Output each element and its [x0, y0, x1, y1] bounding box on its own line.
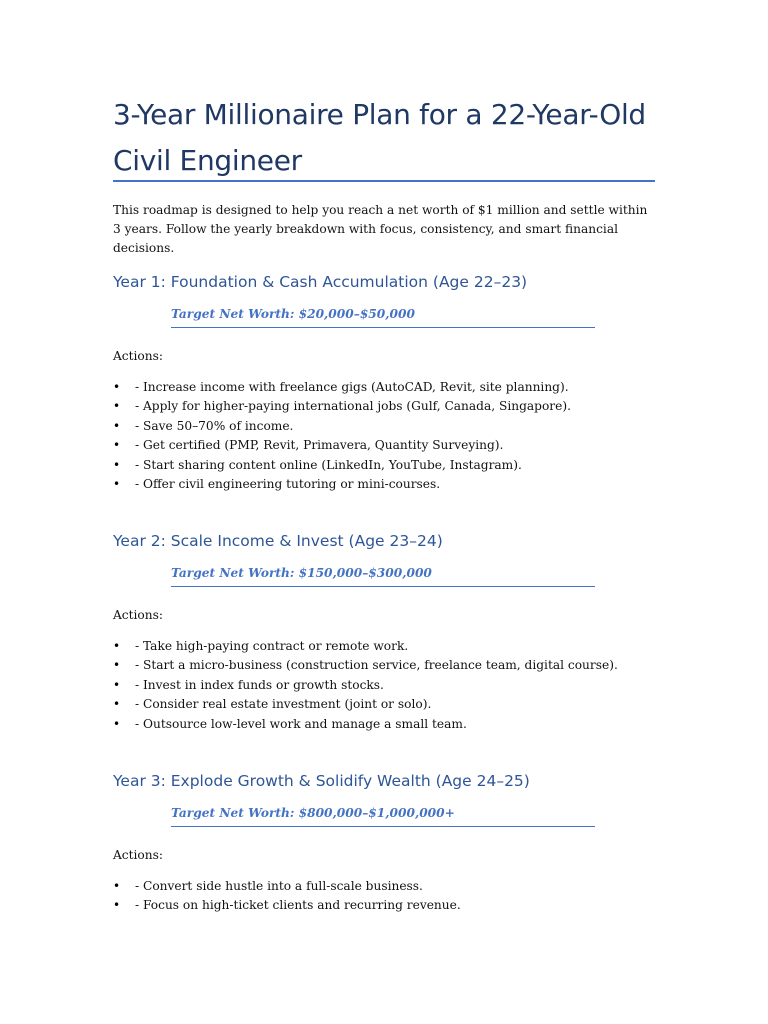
list-item [113, 695, 618, 714]
bullet-icon: • [113, 879, 121, 893]
actions-list [113, 637, 618, 734]
list-item-text: - Start a micro-business (construction service, freelance team, digital course). [135, 658, 618, 673]
intro-paragraph: This roadmap is designed to help you reach a net worth of $1 million and settle within 3 years. Follow the yearly breakdown with focus, consistency, and smart financial decisions. [113, 203, 648, 255]
actions-list [113, 378, 571, 494]
bullet-icon: • [113, 399, 121, 414]
target-net-worth: Target Net Worth: $800,000–$1,000,000+ [171, 804, 595, 827]
bullet-icon: • [113, 658, 121, 673]
list-item [113, 436, 571, 455]
list-item-text: - Consider real estate investment (joint or solo). [135, 697, 432, 712]
list-item [113, 676, 618, 695]
bullet-icon: • [113, 716, 121, 731]
actions-list [113, 877, 461, 916]
target-net-worth: Target Net Worth: $150,000–$300,000 [171, 564, 595, 587]
actions-label: Actions: [113, 608, 163, 622]
list-item-text: - Offer civil engineering tutoring or mini-courses. [135, 476, 441, 491]
bullet-icon: • [113, 418, 121, 433]
title-divider [113, 180, 655, 182]
section-heading: Year 3: Explode Growth & Solidify Wealth (Age 24–25) [113, 772, 530, 790]
bullet-icon: • [113, 677, 121, 692]
bullet-icon: • [113, 639, 121, 653]
section-heading: Year 2: Scale Income & Invest (Age 23–24) [113, 532, 443, 550]
list-item [113, 877, 461, 896]
list-item-text: - Outsource low-level work and manage a small team. [135, 716, 467, 731]
list-item-text: - Get certified (PMP, Revit, Primavera, Quantity Surveying). [135, 438, 504, 453]
actions-label: Actions: [113, 848, 163, 862]
list-item-text: - Convert side hustle into a full-scale business. [135, 879, 423, 893]
bullet-icon: • [113, 476, 121, 491]
list-item [113, 417, 571, 436]
list-item-text: - Increase income with freelance gigs (AutoCAD, Revit, site planning). [135, 380, 569, 394]
bullet-icon: • [113, 697, 121, 712]
bullet-icon: • [113, 438, 121, 453]
bullet-icon: • [113, 457, 121, 472]
list-item [113, 456, 571, 475]
bullet-icon: • [113, 380, 121, 394]
list-item [113, 656, 618, 675]
list-item [113, 378, 571, 397]
list-item-text: - Focus on high-ticket clients and recurring revenue. [135, 898, 461, 913]
list-item-text: - Save 50–70% of income. [135, 418, 294, 433]
list-item-text: - Invest in index funds or growth stocks. [135, 677, 384, 692]
target-net-worth: Target Net Worth: $20,000–$50,000 [171, 305, 595, 328]
list-item-text: - Apply for higher-paying international jobs (Gulf, Canada, Singapore). [135, 399, 571, 414]
document-title: 3-Year Millionaire Plan for a 22-Year-Old Civil Engineer [113, 98, 646, 177]
list-item-text: - Start sharing content online (LinkedIn, YouTube, Instagram). [135, 457, 522, 472]
list-item [113, 397, 571, 416]
list-item [113, 896, 461, 915]
actions-label: Actions: [113, 349, 163, 363]
list-item [113, 637, 618, 656]
bullet-icon: • [113, 898, 121, 913]
section-heading: Year 1: Foundation & Cash Accumulation (Age 22–23) [113, 273, 528, 291]
list-item-text: - Take high-paying contract or remote work. [135, 639, 409, 653]
list-item [113, 475, 571, 494]
list-item [113, 715, 618, 734]
